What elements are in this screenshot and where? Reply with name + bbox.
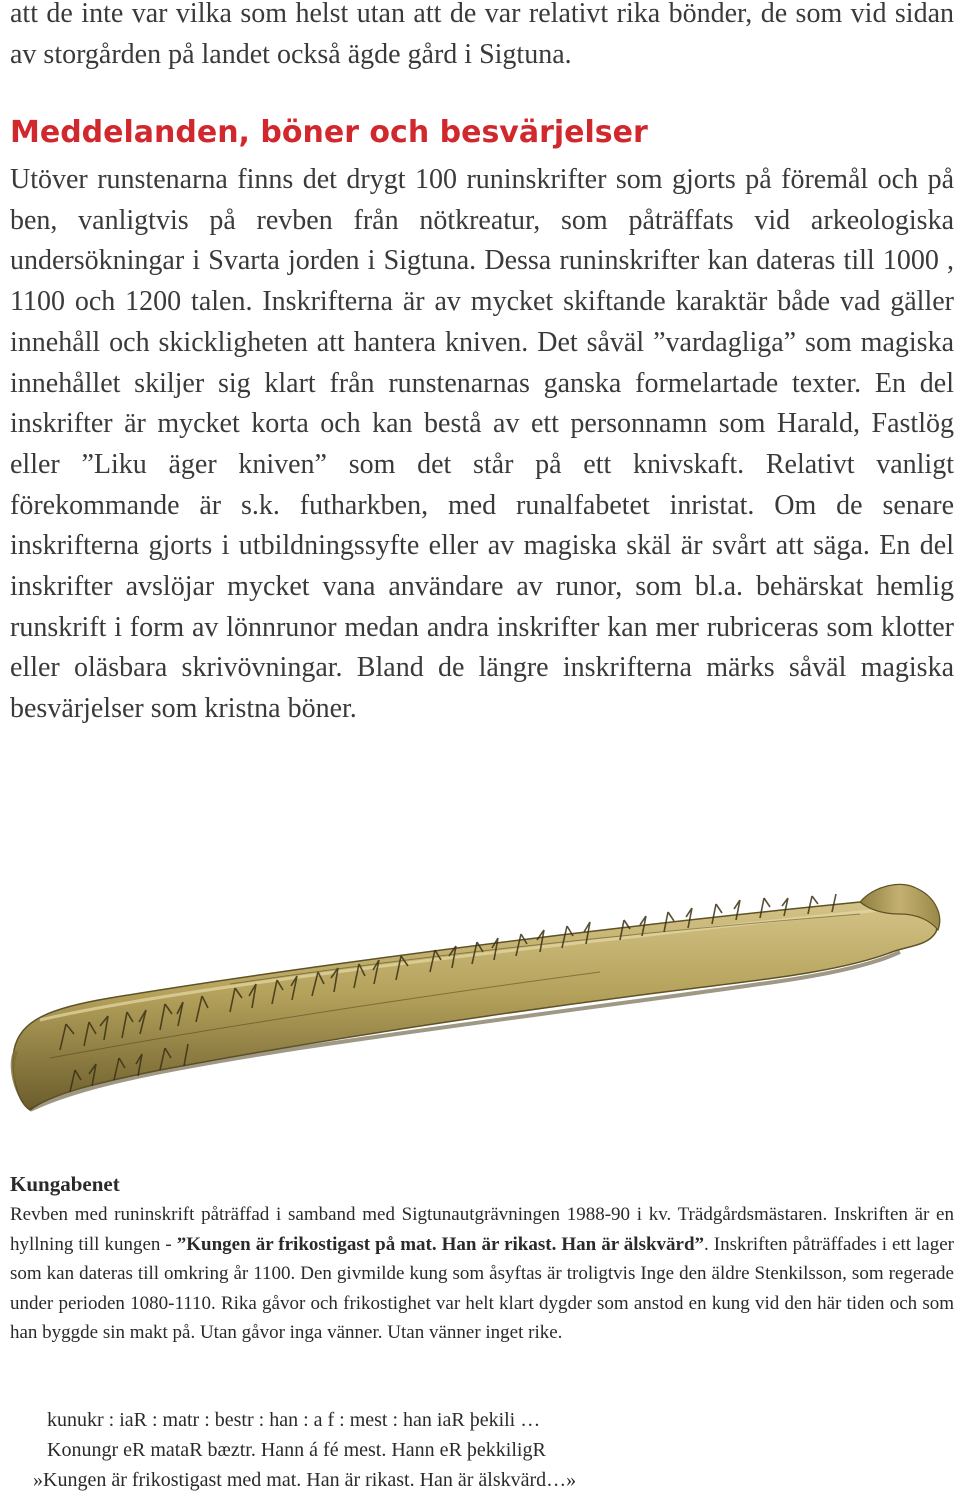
rune-translation: »Kungen är frikostigast med mat. Han är rikast. Han är älskvärd…» (33, 1469, 577, 1491)
section-heading: Meddelanden, böner och besvärjelser (10, 115, 648, 150)
caption-quote: ”Kungen är frikostigast på mat. Han är rikast. Han är älskvärd” (176, 1233, 705, 1255)
rune-inscribed-rib-bone-icon (0, 880, 960, 1140)
rune-transliteration: kunukr : iaR : matr : bestr : han : a f : mest : han iaR þekili … (47, 1409, 541, 1431)
main-paragraph: Utöver runstenarna finns det drygt 100 runinskrifter som gjorts på föremål och på ben, vanligtvis på revben från nötkreatur, som påträffats vid arkeologiska undersökningar i Svarta jorden i Sigtuna. Dessa runinskrifter kan dateras till 1000 , 1100 och 1200 talen. Inskrifterna är av mycket skiftande karaktär både vad gäller innehåll och skickligheten att hantera kniven. Det såväl ”vardagliga” som magiska innehållet skiljer sig klart från runstenarnas ganska formelartade texter. En del inskrifter är mycket korta och kan bestå av ett personnamn som Harald, Fastlög eller ”Liku äger kniven” som det står på ett knivskaft. Relativt vanligt förekommande är s.k. futharkben, med runalfabetet inristat. Om de senare inskrifterna gjorts i utbildningssyfte eller av magiska skäl är svårt att säga. En del inskrifter avslöjar mycket vana användare av runor, som bl.a. behärskat hemlig runskrift i form av lönnrunor medan andra inskrifter kan mer rubriceras som klotter eller oläsbara skrivövningar. Bland de längre inskrifterna märks såväl magiska besvärjelser som kristna böner. (10, 164, 954, 725)
intro-paragraph: att de inte var vilka som helst utan att de var relativt rika bönder, de som vid sidan av storgården på landet också ägde gård i Sigtuna. (10, 0, 954, 70)
caption-text-part-2: . Inskriften påträffades i ett lager som kan dateras till omkring år 1100. Den givmilde kung som åsyftas är troligtvis Inge den äldre Stenkilsson, som regerade under perioden 1080-1110. Rika gåvor och frikostighet var helt klart dygder som anstod en kung vid den här tiden och som han byggde sin makt på. Utan gåvor inga vänner. Utan vänner inget rike. (10, 1233, 955, 1344)
caption-title: Kungabenet (10, 1172, 120, 1196)
rune-old-norse: Konungr eR mataR bæztr. Hann á fé mest. Hann eR þekkiligR (47, 1439, 546, 1461)
rib-bone-photo (0, 880, 960, 1140)
caption-text (10, 1200, 954, 1348)
caption-text-part-1: Revben med runinskrift påträffad i samband med Sigtunautgrävningen 1988-90 i kv. Trädgårdsmästaren. Inskriften är en hyllning till kungen - (10, 1204, 954, 1255)
